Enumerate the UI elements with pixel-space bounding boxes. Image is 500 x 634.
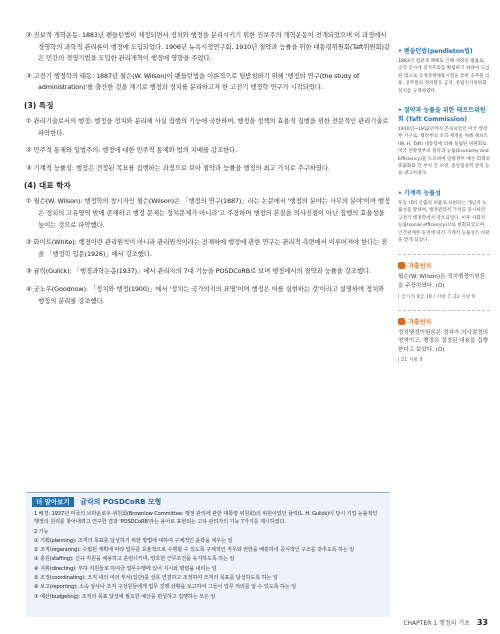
- scholar-wilson: ① 윌슨(W. Wilson): 행정학의 창시자인 윌슨(Wilson)은 「행정의 연구(1887)」라는 논문에서 '행정의 분야는 사무의 분야'이며 행정은 정치의 고유영역 밖에 존재하고 행정 문제는 정치문제가 아니라'고 주장하며 행정의 본질을 의사진정이 아닌 집행의 효율성을 높이는 것으로 파악했다.: [26, 197, 391, 229]
- exam-text: 정치행정이원론은 정치가 의사결정의 영역이고, 행정은 결정된 내용을 집행한다고 보았다. (O): [398, 329, 489, 353]
- function-item: ⑦ 예산(budgeting): 조직의 목표 달성에 필요한 예산을 편성하고 집행하는 모든 일: [34, 593, 216, 600]
- note-pendleton: [398, 46, 490, 95]
- feature-management-tech: ① 관리기술로서의 행정: 행정을 정치와 분리해 사실 집행의 기능에 국한하며, 행정을 정책의 효율적 집행을 위한 전문적인 관리기술로 파악한다.: [26, 116, 389, 137]
- function-item: ④ 지휘(directing): 부하 직원들로 하여금 업무수행에 있어 지시와 명령을 내리는 일: [34, 565, 217, 572]
- infobox-title: [32, 497, 384, 507]
- paragraph-classical-origin: ③ 고전기 행정학의 태동: 1887년 윌슨(W. Wilson)이 펜들턴법을 이론적으로 뒷받침하기 위해 '행정의 연구(the study of administration)'를 출간한 것을 계기로 행정과 정치를 분리하고자 한 고전기 행정학 연구가 시작되었다.: [26, 71, 360, 92]
- exam-source: | 국가직 9급 16 / 지방 7, 21 지방 9: [398, 294, 475, 300]
- feature-democratic-control: ② 민주적 통제와 입법주의: 행정에 대한 민주적 통제와 법의 지배를 강조한다.: [26, 146, 238, 155]
- posdcorb-infobox: [26, 492, 390, 617]
- chapter-label: CHAPTER 1 행정의 기초: [403, 620, 470, 627]
- heading-scholars: (4) 대표 학자: [24, 181, 71, 191]
- function-item: ① 기획(planning): 조직의 목표를 달성하기 위한 방법에 대하여 구체적인 윤곽을 세우는 일: [34, 537, 233, 544]
- note-text: 1910년~1912년까지 존속되었던 미국 행정부 기구로, 행정부의 조직·재정을 위해 태프트(W. H. Taft) 대통령에 의해 설립된 위원회로 미국 연방정부의 절약과 능률(Economy and Efficiency)을 도모하며 연방정부 예산·회계의 효율화와 각 부처 간 조정, 중앙집권적 관리 등을 권고하였다.: [398, 127, 490, 177]
- scholar-white: ② 화이트(White): 행정이란 관리원칙이 아니라 관리원칙이라는 전제하에 행정에 관한 연구는 관리적 측면에서 이루어져야 한다는 점을 「행정학 입문(1926)」에서 강조했다.: [26, 238, 388, 258]
- heading-features: (3) 특징: [24, 100, 54, 110]
- page-number: 33: [476, 618, 488, 627]
- infobox-functions-label: 2 기능: [34, 528, 49, 535]
- scholar-goodnow: ④ 굿노우(Goodnow): 「정치와 행정(1900)」에서 '정치는 국가의지의 표명'이며 행정은 이를 실현하는 것'이라고 설명하며 정치와 행정의 분리를 강조했다.: [26, 284, 385, 305]
- note-title: • 절약과 능률을 위한 태프트위원회 (Taft Commission): [398, 107, 486, 124]
- note-text: 1883년 엽관제 폐해로 인해 제정된 법률로, 공직 인사에 실적주의를 확립하기 위하여 도입된 법으로 공개경쟁채용시험을 통한 공무원 임용, 공무원의 정치활동 금지, 중립인사위원회 설치를 규정하였다.: [398, 59, 490, 94]
- paragraph-progressive-reform: ② 진보적 개혁운동: 1883년 펜들턴법이 제정되면서 정치와 행정을 분리시키기 위한 진보주의 개혁운동이 전개되었으며 이 과정에서 경영학의 과학적 관리론이 행정에 도입되었다. 1906년 뉴욕시정연구회, 1910년 절약과 능률을 위한 대통령위원회(Taft위원회)같은 민간의 경영기법을 도입한 관리개혁이 행정에 영향을 주었다.: [26, 31, 390, 63]
- function-item: ② 조직(organizing): 수립된 계획에 따라 업무를 효율적으로 수행할 수 있도록 구체적인 직무와 권한을 배분하여 공식적인 구조를 갖추도록 하는 일: [34, 547, 355, 554]
- infobox-tag: 더 알아보기: [32, 497, 74, 507]
- feature-mechanical-efficiency: ③ 기계적 능률성: 행정은 견정된 목표를 집행하는 과정으로 보아 절약과 능률을 행정의 최고 가치로 추구하였다.: [26, 163, 330, 172]
- main-column: [24, 30, 392, 313]
- infobox-background: 1 배경: 1937년 미국의 브라운로우 위원회(Brownlow Committee: 행정 관리에 관한 대통령 위원회)의 위원이었던 귤릭(L. H. Gulick)이 당시 기업 능률적인 행정의 원리를 찾아내려고 연구한 결과 'POSDCoRB'라는 용어로 표현되는 고유 관리자의 기능 7가지를 제시하였다.: [34, 511, 378, 526]
- exam-icon: [398, 318, 405, 325]
- exam-icon: [398, 262, 405, 269]
- note-taft: [398, 105, 490, 178]
- note-title: • 기계적 능률성: [398, 189, 441, 197]
- divider: [398, 310, 490, 311]
- exam-text: 윌슨(W. Wilson)은 정치행정이원론을 주장하였다. (O): [398, 274, 486, 289]
- exam-choice-1: [398, 261, 490, 299]
- sidebar-notes: [398, 46, 490, 373]
- divider: [398, 254, 490, 255]
- exam-label: 기출선지: [408, 318, 432, 326]
- page-footer: [403, 618, 488, 627]
- exam-label: 기출선지: [408, 263, 432, 271]
- scholar-gulick: ③ 귤릭(Gulick): 「행정과학논총(1937)」에서 관리자의 7대 기능을 POSDCoRB로 보며 행정에서의 절약과 능률을 강조했다.: [26, 267, 371, 276]
- note-text: 투입 대비 산출의 비율로 표현되는 개념적 능률성을 말하며, 행정관리적 가치를 중시하던 고전기 행정학에서 강조되었다. 이후 사회적 능률(social efficiency)으로 변화되었으며, 인간관계론 등장에 따라 기계적 능률성은 비판을 받게 되었다.: [398, 200, 490, 243]
- function-item: ⑥ 보고(reporting): 소속 상사나 조직 구성원들에게 업무 진행 상황을 보고하여 그들이 업무 처리를 알 수 있도록 하는 일: [34, 584, 297, 591]
- exam-source: | 21 지방 9: [398, 358, 423, 364]
- note-efficiency: [398, 188, 490, 244]
- note-title: • 펜들턴법(pendleton법): [398, 48, 473, 55]
- function-item: ③ 충원(staffing): 신규 직원을 채용하고 훈련시키며, 양호한 근무조건을 유지하도록 하는 일: [34, 556, 235, 563]
- infobox-heading: 귤릭의 POSDCoRB 모형: [80, 498, 162, 506]
- exam-choice-2: [398, 317, 490, 364]
- function-item: ⑤ 조정(coordinating): 조직 내의 여러 부서(집단)를 상호 연결하고 조정하여 조직의 목표를 달성하도록 하는 일: [34, 575, 278, 582]
